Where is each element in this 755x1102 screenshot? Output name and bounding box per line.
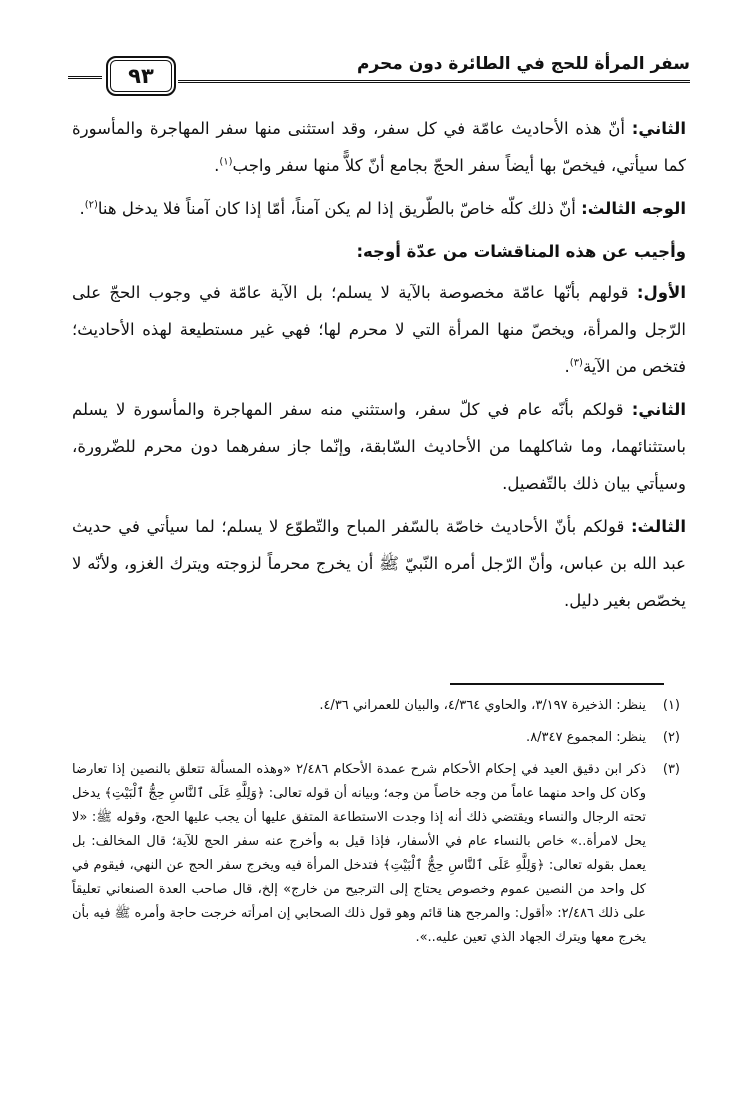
paragraph-text: أنّ ذلك كلّه خاصّ بالطّريق إذا لم يكن آمناً، أمّا إذا كان آمناً فلا يدخل هنا <box>97 199 582 218</box>
footnote-divider <box>450 683 664 685</box>
page-header <box>68 50 690 90</box>
paragraph-third-aspect: الوجه الثالث: أنّ ذلك كلّه خاصّ بالطّريق إذا لم يكن آمناً، أمّا إذا كان آمناً فلا يدخل هنا$^{(٢)}$. <box>79 199 686 218</box>
footnote-marker: (٣) <box>662 762 680 777</box>
running-title: سفر المرأة للحج في الطائرة دون محرم <box>356 54 690 74</box>
footnote <box>72 694 680 718</box>
paragraph-text: قولكم بأنّ الأحاديث خاصّة بالسّفر المباح والتّطوّع لا يسلم؛ لما سيأتي في حديث عبد الله بن عباس، وأنّ الرّجل أمره النّبيّ ﷺ أن يخرج محرماً لزوجته ويترك الغزو، ولأنّه لا يخصّص بغير دليل. <box>72 517 686 610</box>
footnote-ref[interactable]: (١) <box>219 156 233 168</box>
section-heading: وأجيب عن هذه المناقشات من عدّة أوجه: <box>356 242 686 261</box>
paragraph-lead: الثاني: <box>631 400 686 419</box>
paragraph-reply-second <box>72 391 686 502</box>
footnote-marker: (٢) <box>662 730 680 745</box>
footnotes <box>72 694 680 958</box>
footnote-text: ينظر: الذخيرة ٣/١٩٧، والحاوي ٤/٣٦٤، والبيان للعمراني ٤/٣٦. <box>319 698 646 713</box>
paragraph-reply-first: الأول: قولهم بأنّها عامّة مخصوصة بالآية لا يسلم؛ بل الآية عامّة في وجوب الحجّ على الرّجل والمرأة، ويخصّ منها المرأة التي لا محرم لها؛ فهي غير مستطيعة لهذه الأحاديث؛ فتخص من الآية$^{(٣)}$. <box>72 283 686 376</box>
paragraph-reply-third <box>72 508 686 619</box>
main-text <box>72 110 686 619</box>
paragraph-text: قولكم بأنّه عام في كلّ سفر، واستثني منه سفر المهاجرة والمأسورة لا يسلم باستثنائهما، وما شاكلهما من الأحاديث السّابقة، وإنّما جاز سفرهما دون محرم للضّرورة، وسيأتي بيان ذلك بالتّفصيل. <box>72 400 686 493</box>
footnote <box>72 758 680 950</box>
footnote-marker: (١) <box>662 698 680 713</box>
paragraph-lead: الأول: <box>636 283 686 302</box>
page-number: ٩٣ <box>106 56 176 96</box>
paragraph-lead: الثاني: <box>631 119 686 138</box>
paragraph-second-objection: الثاني: أنّ هذه الأحاديث عامّة في كل سفر، وقد استثنى منها سفر المهاجرة والمأسورة كما سيأتي، فيخصّ بها أيضاً سفر الحجّ بجامع أنّ كلاًّ منها سفر واجب$^{(١)}$. <box>72 119 686 175</box>
footnote-text: ينظر: المجموع ٨/٣٤٧. <box>526 730 646 745</box>
paragraph-text: أنّ هذه الأحاديث عامّة في كل سفر، وقد استثنى منها سفر المهاجرة والمأسورة كما سيأتي، فيخصّ بها أيضاً سفر الحجّ بجامع أنّ كلاًّ منها سفر واجب <box>72 119 686 175</box>
footnote-ref[interactable]: (٢) <box>84 199 98 211</box>
paragraph-lead: الوجه الثالث: <box>581 199 686 218</box>
footnote-ref[interactable]: (٣) <box>569 357 583 369</box>
paragraph-text: قولهم بأنّها عامّة مخصوصة بالآية لا يسلم؛ بل الآية عامّة في وجوب الحجّ على الرّجل والمرأة، ويخصّ منها المرأة التي لا محرم لها؛ فهي غير مستطيعة لهذه الأحاديث؛ فتخص من الآية <box>72 283 686 376</box>
footnote <box>72 726 680 750</box>
header-rule-short <box>68 76 102 79</box>
paragraph-lead: الثالث: <box>630 517 686 536</box>
footnote-text: ذكر ابن دقيق العيد في إحكام الأحكام شرح عمدة الأحكام ٢/٤٨٦ «وهذه المسألة تتعلق بالنصين إذا تعارضا وكان كل واحد منهما عاماً من وجه خاصاً من وجه؛ وبيانه أن قوله تعالى: ﴿وَلِلَّهِ عَلَى ٱلنَّاسِ حِجُّ ٱلْبَيْتِ﴾ يدخل تحته الرجال والنساء ويقتضي ذلك أنه إذا وجدت الاستطاعة المتفق عليها أن يجب عليها الحج، وقوله ﷺ: «لا يحل لامرأة..» خاص بالنساء عام في الأسفار، فإذا قيل به وأخرج عنه سفر الحج للآية؛ قال المخالف: بل يعمل بقوله تعالى: ﴿وَلِلَّهِ عَلَى ٱلنَّاسِ حِجُّ ٱلْبَيْتِ﴾ فتدخل المرأة فيه ويخرج سفر الحج عن النهي، فيقوم في كل واحد من النصين عموم وخصوص يحتاج إلى الترجيح من خارج» إلخ، قال صاحب العدة الصنعاني تعليقاً على ذلك ٢/٤٨٦: «أقول: والمرجح هنا قائم وهو قول ذلك الصحابي إن امرأته خرجت حاجة وأمره ﷺ فيه بأن يخرج معها ويترك الجهاد الذي تعين عليه..». <box>71 762 647 945</box>
header-rule <box>178 80 690 83</box>
